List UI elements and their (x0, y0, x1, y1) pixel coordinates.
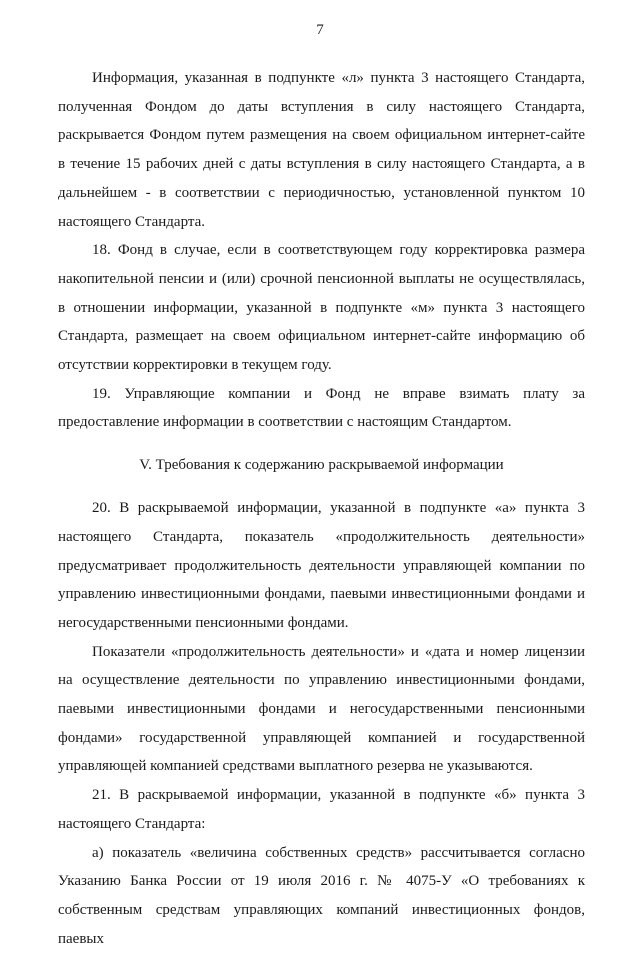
paragraph-20-indicators: Показатели «продолжительность деятельности» и «дата и номер лицензии на осуществление деятельности по управлению инвестиционными фондами, паевыми инвестиционными фондами и негосударственными пенсионными фондами» государственной управляющей компанией и государственной управляющей компанией средствами выплатного резерва не указываются. (58, 643, 585, 775)
paragraph-18: 18. Фонд в случае, если в соответствующем году корректировка размера накопительной пенсии и (или) срочной пенсионной выплаты не осуществлялась, в отношении информации, указанной в подпункте «м» пункта 3 настоящего Стандарта, размещает на своем официальном интернет-сайте информацию об отсутствии корректировки в текущем году. (58, 242, 585, 374)
paragraph-19: 19. Управляющие компании и Фонд не вправе взимать плату за предоставление информации в соответствии с настоящим Стандартом. (58, 385, 585, 431)
document-body (58, 64, 585, 953)
section-heading: V. Требования к содержанию раскрываемой информации (139, 457, 504, 474)
page-number: 7 (316, 22, 324, 38)
paragraph-20: 20. В раскрываемой информации, указанной в подпункте «а» пункта 3 настоящего Стандарта, показатель «продолжительность деятельности» предусматривает продолжительность деятельности управляющей компании по управлению инвестиционными фондами, паевыми инвестиционными фондами и негосударственными пенсионными фондами. (58, 500, 585, 631)
paragraph-info-l: Информация, указанная в подпункте «л» пункта 3 настоящего Стандарта, полученная Фондом до даты вступления в силу настоящего Стандарта, раскрывается Фондом путем размещения на своем официальном интернет-сайте в течение 15 рабочих дней с даты вступления в силу настоящего Стандарта, а в дальнейшем - в соответствии с периодичностью, установленной пунктом 10 настоящего Стандарта. (58, 70, 585, 230)
paragraph-21-a: а) показатель «величина собственных средств» рассчитывается согласно Указанию Банка России от 19 июля 2016 г. № 4075-У «О требованиях к собственным средствам управляющих компаний инвестиционных фондов, паевых (58, 844, 585, 947)
paragraph-21: 21. В раскрываемой информации, указанной в подпункте «б» пункта 3 настоящего Стандарта: (58, 787, 585, 832)
